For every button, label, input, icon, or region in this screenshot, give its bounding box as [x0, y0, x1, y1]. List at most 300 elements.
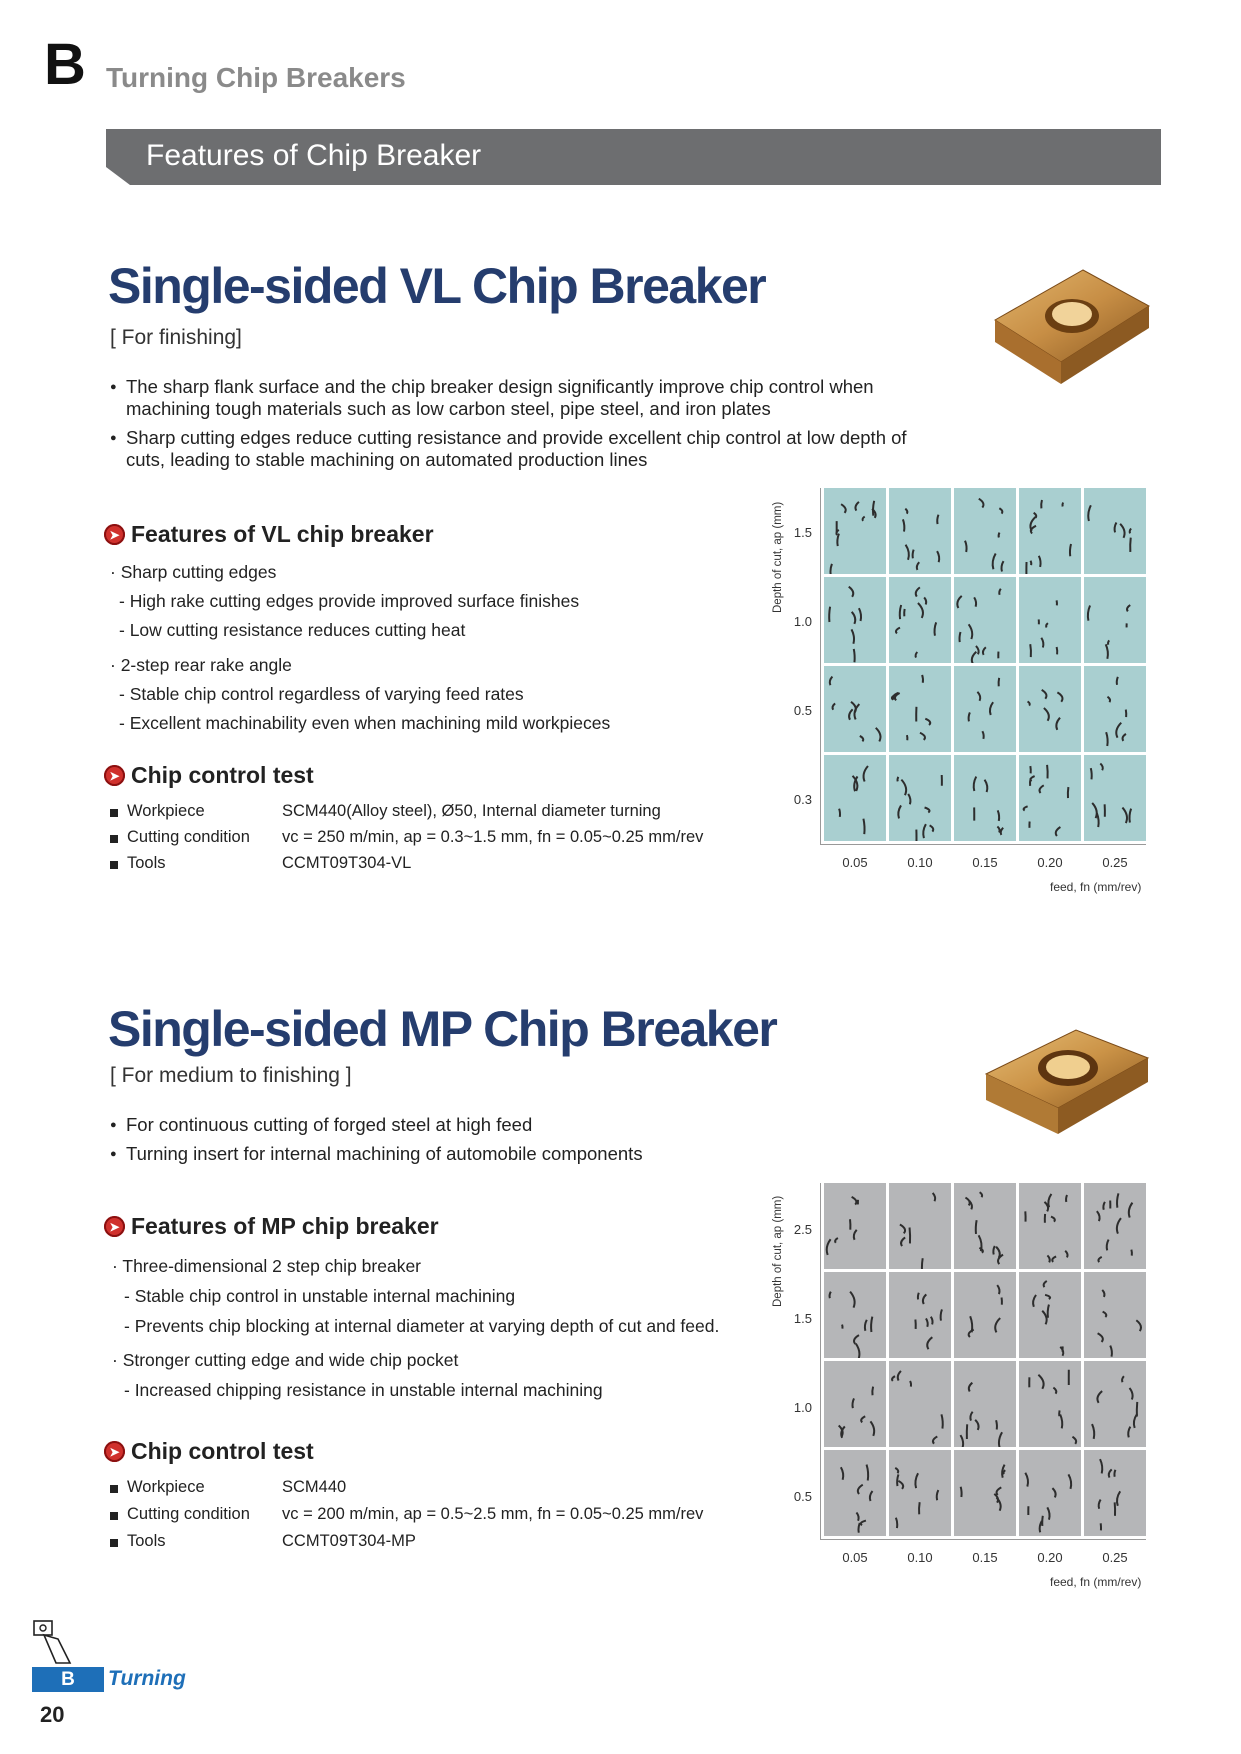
chip-mark: [996, 1420, 997, 1429]
arrow-circle-icon: ➤: [104, 1441, 125, 1462]
mp-xtick: 0.20: [1037, 1550, 1063, 1565]
chip-mark: [1041, 500, 1042, 508]
chip-mark: [850, 1292, 855, 1308]
chip-photo: [954, 1272, 1016, 1358]
chip-mark: [908, 794, 910, 804]
chip-mark: [852, 612, 856, 624]
vl-xtick: 0.10: [907, 855, 933, 870]
chip-photo: [824, 577, 886, 663]
chip-mark: [1053, 1388, 1056, 1394]
chip-mark: [918, 603, 923, 618]
chip-mark: [1106, 644, 1108, 658]
mp-features-heading: [104, 1213, 439, 1240]
chip-mark: [1070, 544, 1071, 556]
chip-mark: [1120, 524, 1124, 538]
mp-xtick: 0.05: [842, 1550, 868, 1565]
chip-photo: [1019, 1450, 1081, 1536]
chip-mark: [965, 1198, 969, 1206]
chip-mark: [839, 809, 840, 817]
chip-mark: [1041, 638, 1043, 648]
mp-subtitle: [ For medium to finishing ]: [110, 1064, 352, 1087]
chip-mark: [969, 624, 973, 639]
vl-title: Single-sided VL Chip Breaker: [108, 258, 766, 314]
chip-mark: [972, 652, 977, 663]
vl-feature-item: - Low cutting resistance reduces cutting heat: [119, 620, 466, 640]
vl-xtick: 0.05: [842, 855, 868, 870]
chip-mark: [903, 519, 904, 531]
chip-mark: [960, 1435, 963, 1447]
vl-chip-grid: [820, 488, 1146, 845]
chip-mark: [925, 808, 930, 813]
chip-photo: [889, 666, 951, 752]
arrow-circle-icon: ➤: [104, 1216, 125, 1237]
turning-tool-icon: [30, 1617, 74, 1665]
chip-photo: [1084, 1450, 1146, 1536]
chip-photo: [1019, 1183, 1081, 1269]
chip-photo: [1019, 488, 1081, 574]
chip-mark: [906, 545, 909, 560]
chip-photo: [889, 1361, 951, 1447]
chip-mark: [937, 551, 939, 562]
chip-mark: [841, 504, 846, 513]
chip-mark: [1107, 1240, 1109, 1251]
arrow-circle-icon: ➤: [104, 765, 125, 786]
chip-mark: [856, 1344, 860, 1358]
chip-mark: [1100, 1459, 1102, 1473]
chip-mark: [1098, 1257, 1101, 1262]
chip-mark: [863, 819, 864, 834]
square-bullet-icon: [110, 809, 118, 817]
chip-mark: [979, 499, 984, 508]
vl-bullet: ● Sharp cutting edges reduce cutting resistance and provide excellent chip control at low depth of cuts, leading to stable machining on automated production lines: [110, 427, 940, 471]
chip-mark: [895, 1468, 898, 1473]
chip-mark: [913, 550, 914, 559]
chip-mark: [863, 517, 865, 521]
mp-spec-row: [110, 1505, 703, 1524]
mp-ytick: 1.0: [793, 1400, 812, 1415]
chip-mark: [1039, 785, 1043, 793]
chip-mark: [1052, 1256, 1056, 1261]
chip-mark: [999, 533, 1000, 538]
chip-mark: [854, 1230, 857, 1240]
chip-mark: [1001, 828, 1003, 835]
vl-chart-xlabel: feed, fn (mm/rev): [1050, 880, 1142, 894]
vl-bullets: [110, 376, 940, 478]
chip-mark: [997, 827, 999, 833]
chip-mark: [915, 1473, 918, 1488]
mp-bullets: [110, 1114, 940, 1172]
vl-xtick: 0.25: [1102, 855, 1128, 870]
chip-mark: [849, 709, 853, 719]
chip-photo: [1019, 1272, 1081, 1358]
chip-mark: [997, 1487, 1002, 1495]
mp-features-heading-text: Features of MP chip breaker: [131, 1213, 439, 1239]
chip-photo: [824, 1183, 886, 1269]
chip-mark: [976, 1220, 977, 1234]
vl-spec-row: [110, 854, 411, 873]
mp-insert-image: [978, 1020, 1158, 1150]
chip-mark: [1106, 732, 1108, 746]
chip-mark: [1122, 808, 1127, 823]
chip-mark: [1057, 647, 1058, 654]
chip-mark: [849, 587, 854, 597]
chip-mark: [1122, 1376, 1124, 1382]
chip-photo: [1084, 666, 1146, 752]
vl-xtick: 0.15: [972, 855, 998, 870]
chip-mark: [980, 1192, 982, 1197]
arrow-circle-icon: ➤: [104, 524, 125, 545]
chip-photo: [889, 488, 951, 574]
chip-mark: [975, 1420, 978, 1430]
mp-feature-item: - Increased chipping resistance in unstable internal machining: [124, 1380, 603, 1400]
chip-mark: [871, 1317, 872, 1332]
chip-mark: [860, 736, 863, 741]
chip-mark: [851, 629, 854, 643]
chip-photo: [824, 1361, 886, 1447]
chip-mark: [1045, 1295, 1050, 1299]
chip-mark: [898, 1481, 903, 1489]
chip-mark: [837, 534, 839, 547]
chip-photo: [824, 1450, 886, 1536]
chip-mark: [1030, 778, 1031, 785]
chip-mark: [933, 1437, 937, 1444]
chip-photo: [954, 488, 1016, 574]
chip-mark: [1129, 809, 1131, 823]
spec-value: CCMT09T304-VL: [282, 854, 412, 872]
chip-mark: [974, 777, 977, 791]
chip-photo: [1084, 1272, 1146, 1358]
chip-mark: [1047, 1507, 1049, 1519]
vl-subtitle: [ For finishing]: [110, 326, 242, 349]
mp-xtick: 0.10: [907, 1550, 933, 1565]
chip-mark: [985, 780, 988, 792]
chip-mark: [937, 1490, 939, 1500]
chip-mark: [1117, 1491, 1120, 1506]
chip-mark: [898, 805, 901, 818]
square-bullet-icon: [110, 1512, 118, 1520]
mp-xtick: 0.25: [1102, 1550, 1128, 1565]
chip-mark: [1109, 1469, 1112, 1477]
mp-spec-row: [110, 1478, 346, 1497]
chip-mark: [1102, 1290, 1104, 1297]
chip-mark: [922, 675, 923, 683]
chip-mark: [922, 1258, 923, 1269]
chip-mark: [841, 1467, 843, 1479]
chip-photo: [824, 488, 886, 574]
chip-mark: [852, 1197, 857, 1205]
chip-mark: [990, 702, 993, 715]
chip-mark: [1052, 1488, 1055, 1497]
chip-mark: [924, 597, 926, 604]
chip-mark: [1088, 505, 1091, 521]
vl-test-heading: [104, 762, 314, 789]
chip-mark: [1099, 1500, 1101, 1509]
chip-mark: [1110, 1346, 1112, 1357]
chip-mark: [916, 587, 920, 596]
chip-photo: [1084, 1183, 1146, 1269]
chip-photo: [889, 1450, 951, 1536]
chip-mark: [1123, 734, 1126, 741]
spec-value: SCM440(Alloy steel), Ø50, Internal diameter turning: [282, 802, 661, 820]
chip-mark: [993, 554, 996, 570]
chip-mark: [997, 1285, 999, 1294]
chip-mark: [900, 1224, 905, 1233]
chip-mark: [856, 1513, 858, 1521]
vl-feature-item: · Sharp cutting edges: [110, 562, 277, 582]
chip-mark: [969, 1330, 974, 1337]
chip-mark: [1098, 1333, 1103, 1342]
chip-mark: [941, 1414, 942, 1428]
chip-mark: [896, 1518, 897, 1528]
chip-photo: [889, 577, 951, 663]
mp-ytick: 0.5: [793, 1489, 812, 1504]
chip-mark: [917, 562, 919, 570]
spec-label: Cutting condition: [127, 828, 250, 846]
chip-mark: [1068, 1474, 1071, 1488]
chip-mark: [910, 1381, 911, 1387]
footer-section-tab: B: [32, 1667, 104, 1692]
chip-mark: [1057, 692, 1062, 701]
chip-mark: [998, 810, 999, 821]
vl-feature-item: · 2-step rear rake angle: [110, 655, 292, 675]
chip-photo: [1084, 1361, 1146, 1447]
chip-mark: [1044, 708, 1049, 721]
chip-mark: [870, 1491, 873, 1501]
page-number: 20: [40, 1702, 65, 1727]
chip-mark: [1097, 1211, 1100, 1221]
chip-mark: [835, 1238, 838, 1243]
banner-notch: [106, 167, 130, 185]
chip-photo: [1019, 1361, 1081, 1447]
chip-mark: [1068, 787, 1069, 798]
chip-mark: [1048, 1194, 1051, 1207]
chip-mark: [957, 596, 961, 608]
vl-ytick: 0.3: [793, 792, 812, 807]
chip-mark: [965, 541, 967, 552]
chip-mark: [923, 824, 926, 838]
mp-ytick: 1.5: [793, 1311, 812, 1326]
chip-mark: [858, 1485, 863, 1494]
chip-mark: [1048, 1305, 1049, 1318]
chip-mark: [1001, 561, 1003, 571]
chip-mark: [830, 564, 831, 574]
section-letter: B: [44, 32, 86, 97]
vl-test-heading-text: Chip control test: [131, 762, 314, 788]
chip-mark: [870, 1421, 874, 1436]
chip-mark: [898, 1371, 901, 1381]
chip-mark: [1097, 1391, 1102, 1403]
vl-features-heading: [104, 521, 434, 548]
chip-mark: [918, 1293, 919, 1300]
chip-photo: [824, 755, 886, 841]
chip-mark: [855, 502, 858, 511]
chip-mark: [974, 597, 976, 606]
chip-mark: [1128, 1427, 1130, 1438]
spec-label: Tools: [127, 854, 166, 872]
chip-mark: [854, 649, 855, 662]
chip-mark: [1108, 640, 1109, 644]
chip-mark: [983, 647, 986, 655]
chip-photo: [954, 1361, 1016, 1447]
chip-mark: [926, 1318, 928, 1326]
chip-photo: [1019, 577, 1081, 663]
chip-mark: [1130, 1388, 1133, 1400]
chip-mark: [970, 1412, 972, 1421]
chip-mark: [1116, 723, 1121, 738]
chip-mark: [864, 766, 868, 782]
chip-mark: [999, 589, 1001, 595]
chip-mark: [1042, 1516, 1043, 1526]
chip-mark: [937, 515, 938, 524]
chip-mark: [861, 1416, 865, 1422]
chip-mark: [960, 632, 961, 642]
chip-mark: [859, 608, 861, 621]
vl-feature-item: - Stable chip control regardless of varying feed rates: [119, 684, 524, 704]
mp-feature-item: - Prevents chip blocking at internal diameter at varying depth of cut and feed.: [124, 1316, 720, 1336]
chip-mark: [999, 678, 1000, 686]
square-bullet-icon: [110, 1485, 118, 1493]
chip-mark: [1092, 803, 1097, 818]
chip-mark: [1056, 718, 1060, 730]
spec-value: vc = 200 m/min, ap = 0.5~2.5 mm, fn = 0.05~0.25 mm/rev: [282, 1505, 704, 1523]
chip-mark: [854, 1335, 859, 1344]
mp-ytick: 2.5: [793, 1222, 812, 1237]
chip-photo: [824, 1272, 886, 1358]
chip-mark: [993, 1246, 994, 1255]
section-title: Turning Chip Breakers: [106, 62, 406, 93]
vl-ytick: 0.5: [793, 703, 812, 718]
chip-mark: [1033, 1295, 1036, 1307]
chip-mark: [916, 652, 918, 658]
chip-mark: [1051, 1217, 1055, 1222]
chip-mark: [927, 1337, 932, 1349]
vl-bullet: ● The sharp flank surface and the chip breaker design significantly improve chip control when machining tough materials such as low carbon steel, pipe steel, and iron plates: [110, 376, 940, 420]
mp-feature-item: · Stronger cutting edge and wide chip pocket: [112, 1350, 459, 1370]
chip-mark: [892, 1376, 895, 1381]
chip-mark: [897, 1474, 898, 1486]
chip-mark: [969, 712, 970, 721]
footer-section-name: Turning: [108, 1667, 186, 1690]
chip-mark: [1028, 701, 1030, 705]
chip-mark: [935, 622, 937, 635]
chip-photo: [889, 755, 951, 841]
chip-mark: [1136, 1320, 1141, 1331]
chip-mark: [1100, 764, 1103, 771]
vl-spec-row: [110, 802, 661, 821]
chip-mark: [1042, 1311, 1046, 1325]
chip-photo: [954, 1183, 1016, 1269]
chip-mark: [919, 1502, 920, 1514]
chip-photo: [954, 666, 1016, 752]
vl-ytick: 1.0: [793, 614, 812, 629]
chip-mark: [861, 1521, 866, 1526]
mp-bullet: ● For continuous cutting of forged steel at high feed: [110, 1114, 940, 1136]
mp-title: Single-sided MP Chip Breaker: [108, 1001, 777, 1057]
chip-photo: [1019, 755, 1081, 841]
chip-mark: [1066, 1195, 1067, 1202]
chip-mark: [931, 1317, 933, 1325]
chip-mark: [1130, 538, 1131, 552]
vl-features-heading-text: Features of VL chip breaker: [131, 521, 434, 547]
chip-mark: [1030, 644, 1031, 657]
chip-mark: [830, 677, 833, 686]
chip-photo: [889, 1183, 951, 1269]
chip-mark: [1117, 1218, 1121, 1234]
mp-chip-grid: [820, 1183, 1146, 1540]
mp-spec-row: [110, 1532, 416, 1551]
chip-photo: [954, 755, 1016, 841]
chip-mark: [1103, 1312, 1107, 1317]
chip-mark: [1117, 1193, 1118, 1207]
vl-chart-ylabel: Depth of cut, ap (mm): [772, 501, 784, 613]
chip-mark: [982, 731, 983, 739]
chip-mark: [999, 508, 1002, 513]
vl-spec-row: [110, 828, 703, 847]
chip-mark: [829, 607, 830, 622]
chip-mark: [900, 605, 901, 619]
chip-mark: [1129, 1203, 1133, 1218]
square-bullet-icon: [110, 835, 118, 843]
chip-mark: [865, 1320, 867, 1331]
chip-mark: [1107, 697, 1110, 702]
chip-mark: [1047, 765, 1048, 778]
mp-xtick: 0.15: [972, 1550, 998, 1565]
chip-mark: [995, 1318, 1000, 1332]
chip-mark: [867, 1465, 869, 1481]
chip-mark: [930, 825, 934, 831]
mp-chart-ylabel: Depth of cut, ap (mm): [772, 1195, 784, 1307]
chip-photo: [954, 1450, 1016, 1536]
spec-value: vc = 250 m/min, ap = 0.3~1.5 mm, fn = 0.05~0.25 mm/rev: [282, 828, 704, 846]
chip-mark: [1047, 1255, 1049, 1262]
chip-mark: [898, 777, 899, 782]
chip-mark: [873, 501, 874, 516]
chip-mark: [872, 1387, 873, 1396]
chip-photo: [824, 666, 886, 752]
chip-mark: [1065, 1251, 1067, 1258]
chip-mark: [1091, 768, 1092, 779]
chip-photo: [1084, 577, 1146, 663]
mp-chart-xlabel: feed, fn (mm/rev): [1050, 1575, 1142, 1589]
chip-mark: [1127, 605, 1130, 611]
chip-mark: [1130, 529, 1131, 534]
chip-mark: [969, 1383, 973, 1392]
chip-mark: [1114, 1470, 1115, 1477]
chip-mark: [996, 1247, 1000, 1258]
chip-mark: [1072, 1437, 1076, 1444]
chip-mark: [858, 1523, 859, 1533]
square-bullet-icon: [110, 1539, 118, 1547]
chip-mark: [1031, 561, 1032, 565]
chip-mark: [941, 1309, 942, 1320]
chip-photo: [1084, 488, 1146, 574]
chip-mark: [1046, 623, 1048, 627]
spec-value: SCM440: [282, 1478, 347, 1496]
vl-feature-item: - Excellent machinability even when machining mild workpieces: [119, 713, 611, 733]
vl-feature-item: - High rake cutting edges provide improved surface finishes: [119, 591, 580, 611]
chip-mark: [1003, 1470, 1005, 1474]
chip-mark: [923, 1294, 926, 1304]
vl-ytick: 1.5: [793, 525, 812, 540]
chip-mark: [1131, 1250, 1132, 1256]
chip-mark: [1025, 1473, 1028, 1487]
chip-photo: [889, 1272, 951, 1358]
spec-label: Cutting condition: [127, 1505, 250, 1523]
chip-mark: [1092, 1424, 1094, 1439]
chip-mark: [1056, 827, 1061, 836]
chip-mark: [977, 692, 980, 701]
chip-mark: [1115, 522, 1117, 532]
